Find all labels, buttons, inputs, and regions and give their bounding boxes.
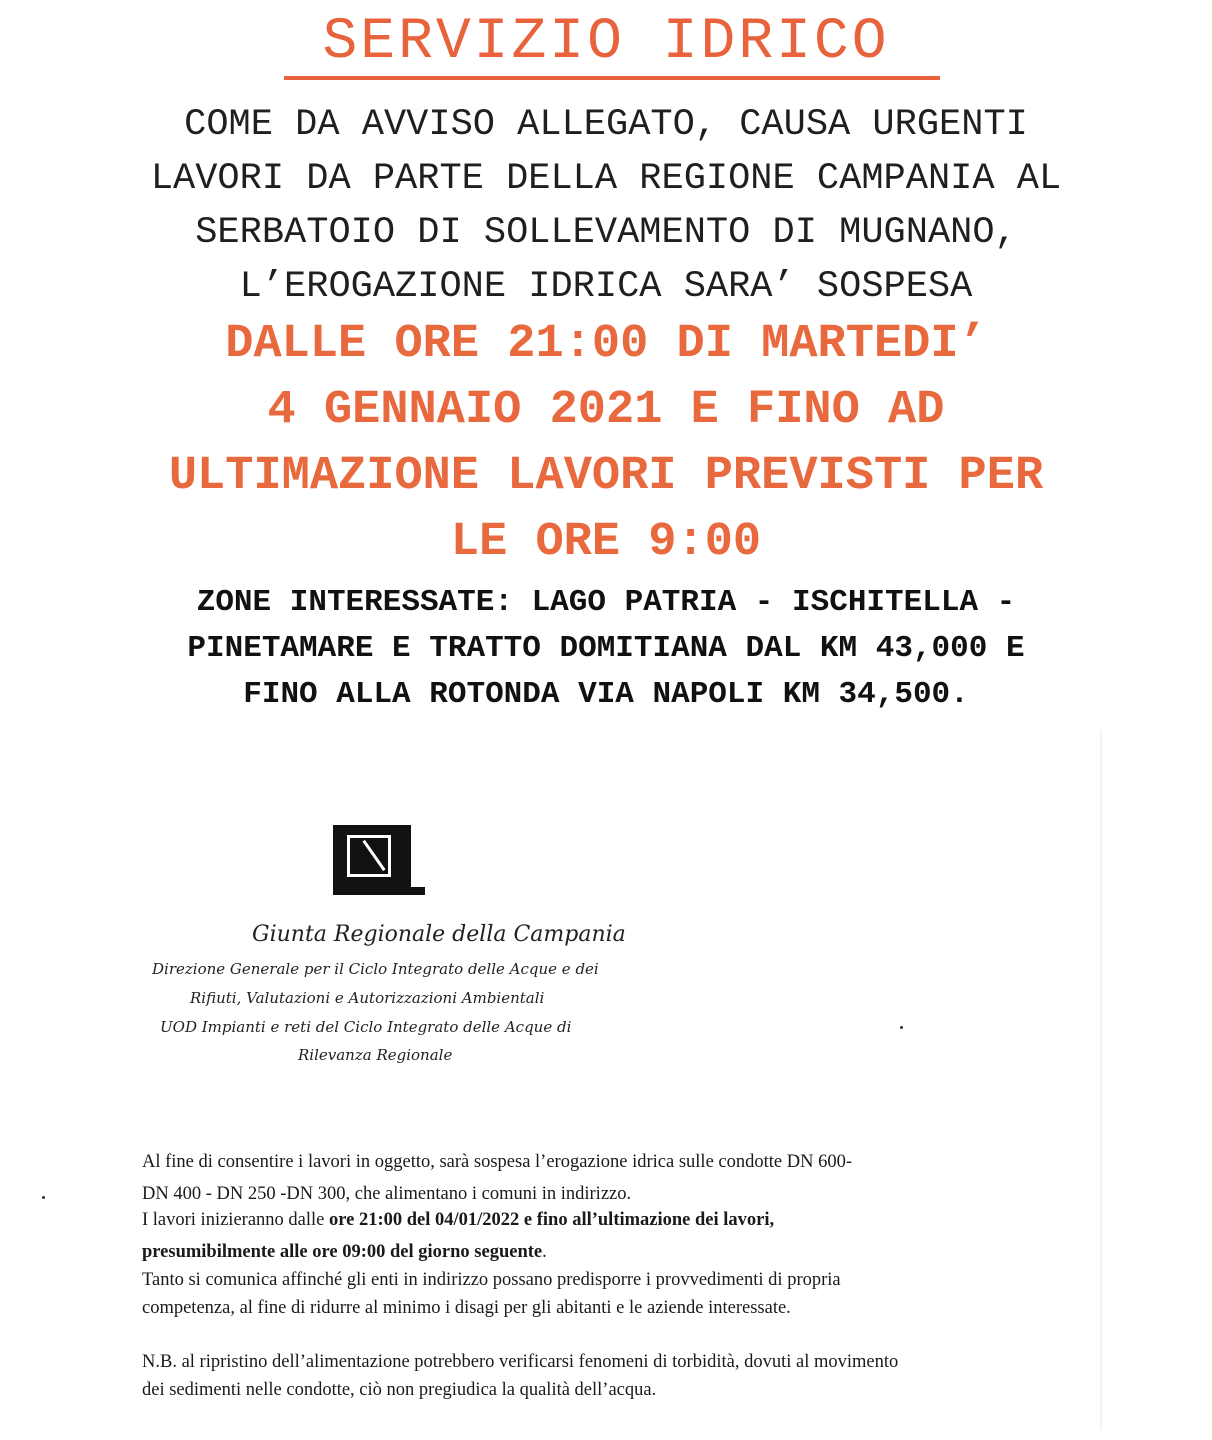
period-line: ULTIMAZIONE LAVORI PREVISTI PER [168,450,1044,503]
direction-line: Rifiuti, Valutazioni e Autorizzazioni Ambientali [190,989,545,1007]
notice-line: SERBATOIO DI SOLLEVAMENTO DI MUGNANO, [195,212,1017,254]
period-line: 4 GENNAIO 2021 E FINO AD [267,384,945,437]
scan-speck [900,1026,903,1029]
notice-line: COME DA AVVISO ALLEGATO, CAUSA URGENTI [184,104,1028,146]
body-line: Tanto si comunica affinché gli enti in indirizzo possano predisporre i provvedimenti di propria [142,1270,841,1290]
title-underline [284,76,940,80]
direction-line: Rilevanza Regionale [298,1046,453,1064]
zones-line: FINO ALLA ROTONDA VIA NAPOLI KM 34,500. [243,677,969,712]
notice-text [0,98,1212,314]
scan-speck [42,1196,45,1199]
regione-campania-logo [333,825,411,893]
body-text-span: I lavori inizieranno dalle [142,1210,329,1230]
logo-stripe [362,840,385,871]
body-line: dei sedimenti nelle condotte, ciò non pregiudica la qualità dell’acqua. [142,1380,657,1400]
period-line: DALLE ORE 21:00 DI MARTEDI’ [225,318,987,371]
period-line: LE ORE 9:00 [450,516,762,569]
notice-line: LAVORI DA PARTE DELLA REGIONE CAMPANIA AL [150,158,1062,200]
body-line: N.B. al ripristino dell’alimentazione potrebbero verificarsi fenomeni di torbidità, dovuti al movimento [142,1352,899,1372]
body-line [142,1242,547,1263]
zones-line: PINETAMARE E TRATTO DOMITIANA DAL KM 43,000 E [187,631,1025,666]
body-line: Al fine di consentire i lavori in oggetto, sarà sospesa l’erogazione idrica sulle condotte DN 600- [142,1152,852,1172]
affected-zones [0,580,1212,718]
body-line: DN 400 - DN 250 -DN 300, che alimentano i comuni in indirizzo. [142,1184,632,1204]
notice-line: L’EROGAZIONE IDRICA SARA’ SOSPESA [239,266,973,308]
body-bold-span: ore 21:00 del 04/01/2022 e fino all’ultimazione dei lavori, [328,1210,775,1230]
notice-title: SERVIZIO IDRICO [322,10,890,75]
body-text-span: . [542,1242,547,1262]
logo-caption-bar [333,887,425,895]
body-bold-span: presumibilmente alle ore 09:00 del giorno seguente [142,1242,543,1262]
zones-line: ZONE INTERESSATE: LAGO PATRIA - ISCHITELLA - [196,585,1016,620]
logo-shield [347,835,391,877]
giunta-heading: Giunta Regionale della Campania [252,922,626,947]
suspension-period [0,312,1212,576]
sheet-edge [1100,730,1102,1430]
body-line: competenza, al fine di ridurre al minimo i disagi per gli abitanti e le aziende interessate. [142,1298,791,1318]
attached-notice-sheet [105,730,1110,1430]
direction-line: UOD Impianti e reti del Ciclo Integrato delle Acque di [160,1018,572,1036]
direction-line: Direzione Generale per il Ciclo Integrato delle Acque e dei [152,960,599,978]
body-line [142,1210,774,1231]
